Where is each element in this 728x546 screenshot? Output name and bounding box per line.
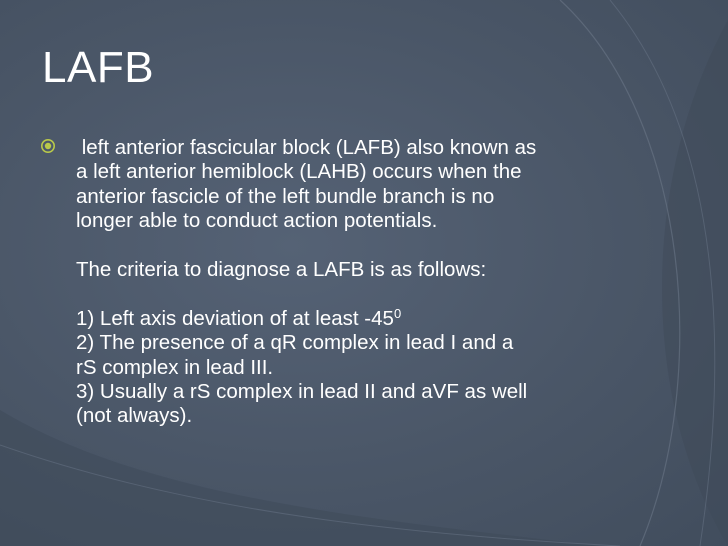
intro-line-4: longer able to conduct action potentials.	[76, 209, 438, 233]
paragraph-gap	[76, 282, 656, 306]
criterion-2-line-2: rS complex in lead III.	[76, 355, 274, 379]
criterion-3-line-1: 3) Usually a rS complex in lead II and aVF as well	[76, 380, 528, 404]
criteria-heading: The criteria to diagnose a LAFB is as follows:	[76, 258, 487, 282]
intro-line-1: left anterior fascicular block (LAFB) also known as	[76, 136, 537, 159]
intro-line-3: anterior fascicle of the left bundle branch is no	[76, 184, 495, 208]
criterion-2-line-1: 2) The presence of a qR complex in lead I and a	[76, 331, 514, 355]
bullet-content	[76, 136, 656, 429]
criterion-1-superscript: 0	[393, 305, 402, 321]
intro-line-2: a left anterior hemiblock (LAHB) occurs when the	[76, 160, 522, 184]
criterion-3-line-2: (not always).	[76, 404, 193, 428]
criterion-1	[76, 307, 656, 331]
criterion-1-text: 1) Left axis deviation of at least -45	[76, 306, 394, 330]
circle-bullet-icon	[40, 138, 56, 154]
paragraph-gap	[76, 234, 656, 258]
slide-title: LAFB	[42, 43, 155, 92]
